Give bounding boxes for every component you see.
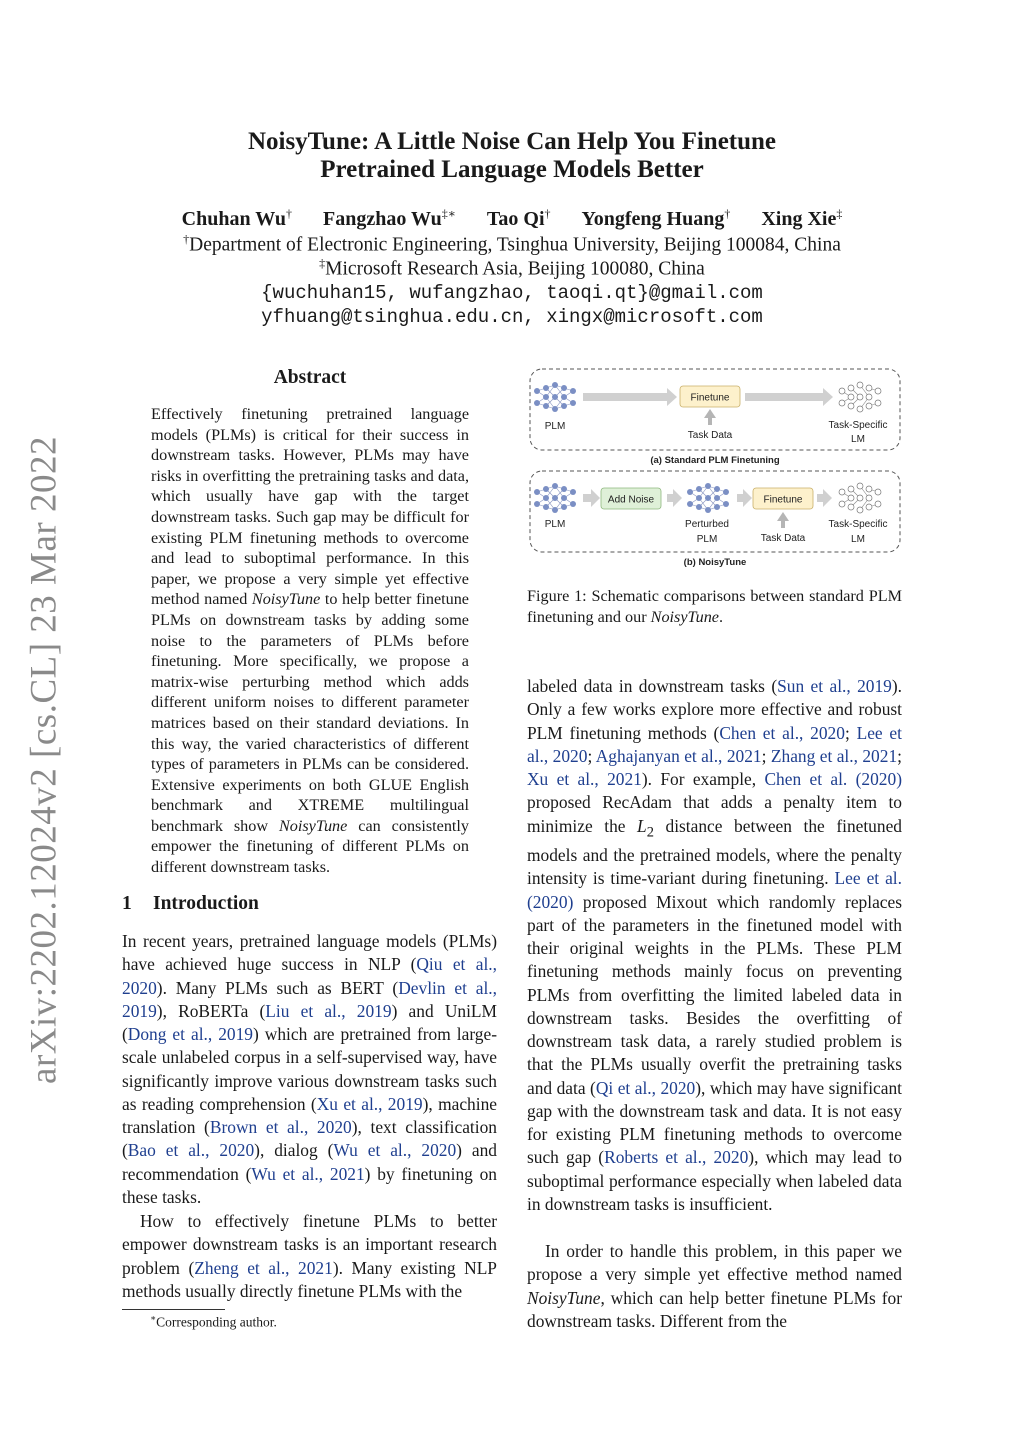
text-run: ). Many existing NLP methods usually directly finetune PLMs with the	[122, 1257, 497, 1301]
text-run: ). For example,	[641, 769, 765, 789]
email-line-2: yfhuang@tsinghua.edu.cn, xingx@microsoft.com	[261, 306, 763, 328]
footnote: ∗Corresponding author.	[150, 1313, 277, 1330]
citation-link[interactable]: Roberts et al., 2020	[604, 1147, 749, 1168]
text-run: ;	[761, 745, 771, 766]
task-specific-label: Task-Specific	[828, 420, 888, 431]
plm-network-icon	[534, 382, 576, 412]
task-lm-network-icon	[839, 382, 881, 412]
right-paragraph-2	[527, 1240, 902, 1333]
citation-link[interactable]: Wu et al., 2020	[333, 1140, 457, 1161]
citation-link[interactable]: Xu et al., 2021	[527, 769, 642, 789]
citation-link[interactable]: Chen et al., 2020	[719, 722, 845, 743]
title-line-2: Pretrained Language Models Better	[320, 156, 704, 183]
text-run: proposed Mixout which randomly replaces part of the parameters in the finetuned model with their original weights in the PLMs. These PLM finetuning methods mainly focus on preventing PLMs from overfitting the limited labeled data in downstream tasks. Besides the overfitting of downstream task data, a rarely studied problem is that the PLMs usually overfit the pretraining tasks and data (	[527, 891, 902, 1098]
up-arrow-icon	[777, 512, 789, 528]
text-run: ), dialog (	[254, 1140, 334, 1161]
text-run: ), RoBERTa (	[156, 1000, 266, 1021]
section-heading: 1 Introduction	[122, 893, 259, 914]
citation-link[interactable]: Qiu et al., 2020	[122, 954, 497, 998]
text-run: L	[637, 815, 647, 836]
citation-link[interactable]: Xu et al., 2019	[316, 1093, 423, 1114]
arrow-icon	[583, 489, 600, 507]
text-run: ;	[844, 722, 857, 743]
abstract-heading: Abstract	[273, 367, 347, 388]
affiliation-1: †Department of Electronic Engineering, Tsinghua University, Beijing 100084, China	[183, 232, 841, 256]
author: Chuhan Wu†	[181, 206, 292, 230]
citation-link[interactable]: Liu et al., 2019	[265, 1000, 392, 1021]
title-line-1: NoisyTune: A Little Noise Can Help You Finetune	[247, 128, 777, 155]
citation-link[interactable]: Lee et al. (2020)	[527, 868, 902, 912]
lm-label: LM	[851, 534, 865, 545]
citation-link[interactable]: Zheng et al., 2021	[194, 1257, 333, 1278]
text-run: In recent years, pretrained language models (PLMs) have achieved huge success in NLP (	[122, 931, 497, 975]
text-run: ). Only a few works explore more effective and robust PLM finetuning methods (	[527, 676, 903, 743]
text-run: ). Many PLMs such as BERT (	[156, 977, 399, 998]
author: Yongfeng Huang†	[581, 206, 731, 230]
citation-link[interactable]: Qi et al., 2020	[595, 1077, 696, 1098]
author-list	[120, 206, 904, 231]
text-run: distance between the finetuned models and the pretrained models, where the penalty intensity is time-variant during finetuning.	[527, 815, 902, 889]
plm-label: PLM	[544, 519, 566, 530]
plm-label: PLM	[544, 421, 566, 432]
text-run: ;	[897, 745, 902, 766]
abstract-body: Effectively finetuning pretrained language models (PLMs) is critical for their success in downstream tasks. However, PLMs may have risks in overfitting the pretraining tasks and data, which usually have gap with the target downstream tasks. Such gap may be difficult for existing PLM finetuning methods to overcome and lead to suboptimal performance. In this paper, we propose a very simple yet effective method named NoisyTune to help better finetune PLMs on downstream tasks by adding some noise to the parameters of PLMs before finetuning. More specifically, we propose a matrix-wise perturbing method which adds different uniform noises to different parameter matrices based on their standard deviations. In this way, the varied characteristics of different types of parameters in PLMs can be considered. Extensive experiments on both GLUE English benchmark and XTREME multilingual benchmark show NoisyTune can consistently empower the finetuning of different PLMs on different downstream tasks.	[151, 405, 469, 877]
arxiv-id: arXiv:2202.12024v2 [cs.CL] 23 Mar 2022	[23, 436, 65, 1084]
finetune-label: Finetune	[690, 392, 730, 404]
author: Tao Qi†	[486, 206, 551, 230]
text-run: ;	[587, 745, 596, 766]
task-data-label: Task Data	[760, 533, 806, 544]
task-specific-label: Task-Specific	[828, 519, 888, 530]
citation-link[interactable]: Bao et al., 2020	[127, 1140, 255, 1161]
paper-title	[120, 128, 904, 184]
author: Fangzhao Wu‡∗	[323, 206, 456, 230]
citation-link[interactable]: Sun et al., 2019	[777, 676, 892, 696]
text-run: ) and recommendation (	[122, 1140, 497, 1184]
task-lm-network-icon	[839, 483, 881, 513]
citation-link[interactable]: Aghajanyan et al., 2021	[595, 745, 762, 766]
text-run: NoisyTune	[527, 1287, 601, 1308]
citation-link[interactable]: Lee et al., 2020	[527, 722, 902, 766]
arrow-icon	[583, 388, 677, 406]
affiliation-2: ‡Microsoft Research Asia, Beijing 100080, China	[319, 256, 705, 280]
text-run: ) and UniLM (	[122, 1000, 497, 1044]
up-arrow-icon	[704, 409, 716, 425]
perturbed-plm-label: PLM	[696, 534, 718, 545]
citation-link[interactable]: Wu et al., 2021	[251, 1163, 365, 1184]
text-run: 2	[646, 823, 654, 840]
citation-link[interactable]: Chen et al. (2020)	[764, 769, 902, 789]
lm-label: LM	[851, 434, 865, 445]
citation-link[interactable]: Zhang et al., 2021	[770, 745, 898, 766]
finetune-label: Finetune	[763, 494, 803, 506]
text-run: ), which may lead to suboptimal performance especially when labeled data in downstream tasks is insufficient.	[527, 1147, 902, 1214]
arrow-icon	[667, 489, 682, 507]
arrow-icon	[817, 489, 832, 507]
text-run: How to effectively finetune PLMs to better empower downstream tasks is an important research problem (	[122, 1211, 497, 1278]
add-noise-label: Add Noise	[607, 494, 655, 506]
footnote-rule	[122, 1309, 225, 1310]
intro-paragraph-2	[122, 1210, 497, 1303]
text-run: ) by finetuning on these tasks.	[122, 1163, 497, 1207]
author: Xing Xie‡	[761, 206, 843, 230]
text-run: ) which are pretrained from large-scale unlabeled corpus in a self-supervised way, have significantly improve various downstream tasks such as reading comprehension (	[122, 1024, 497, 1114]
text-run: In order to handle this problem, in this paper we propose a very simple yet effective method named	[527, 1241, 902, 1285]
citation-link[interactable]: Brown et al., 2020	[209, 1117, 352, 1137]
email-line-1: {wuchuhan15, wufangzhao, taoqi.qt}@gmail.com	[261, 282, 763, 304]
text-run: ), text classification (	[122, 1117, 497, 1161]
panel-a-caption: (a) Standard PLM Finetuning	[650, 455, 780, 466]
text-run: ), machine translation (	[122, 1093, 497, 1137]
plm-network-icon	[534, 483, 576, 513]
intro-paragraph-1	[122, 930, 497, 1209]
text-run: ), which may have significant gap with the downstream task and data. It is not easy for existing PLM finetuning methods to overcome such gap (	[527, 1077, 902, 1168]
text-run: labeled data in downstream tasks (	[527, 676, 778, 696]
panel-b-caption: (b) NoisyTune	[683, 557, 747, 568]
arrow-icon	[737, 489, 752, 507]
figure-1	[527, 367, 903, 573]
text-run: proposed RecAdam that adds a penalty item to minimize the	[527, 792, 902, 836]
right-paragraph-1	[527, 675, 902, 1216]
figure-caption: Figure 1: Schematic comparisons between standard PLM finetuning and our NoisyTune.	[527, 587, 902, 626]
arrow-icon	[745, 388, 833, 406]
citation-link[interactable]: Dong et al., 2019	[127, 1024, 253, 1044]
citation-link[interactable]: Devlin et al., 2019	[122, 977, 497, 1021]
text-run: , which can help better finetune PLMs for downstream tasks. Different from the	[527, 1287, 902, 1331]
perturbed-plm-network-icon	[687, 483, 729, 513]
arxiv-sidebar	[14, 436, 74, 1084]
perturbed-label: Perturbed	[685, 519, 729, 530]
task-data-label: Task Data	[687, 430, 733, 441]
